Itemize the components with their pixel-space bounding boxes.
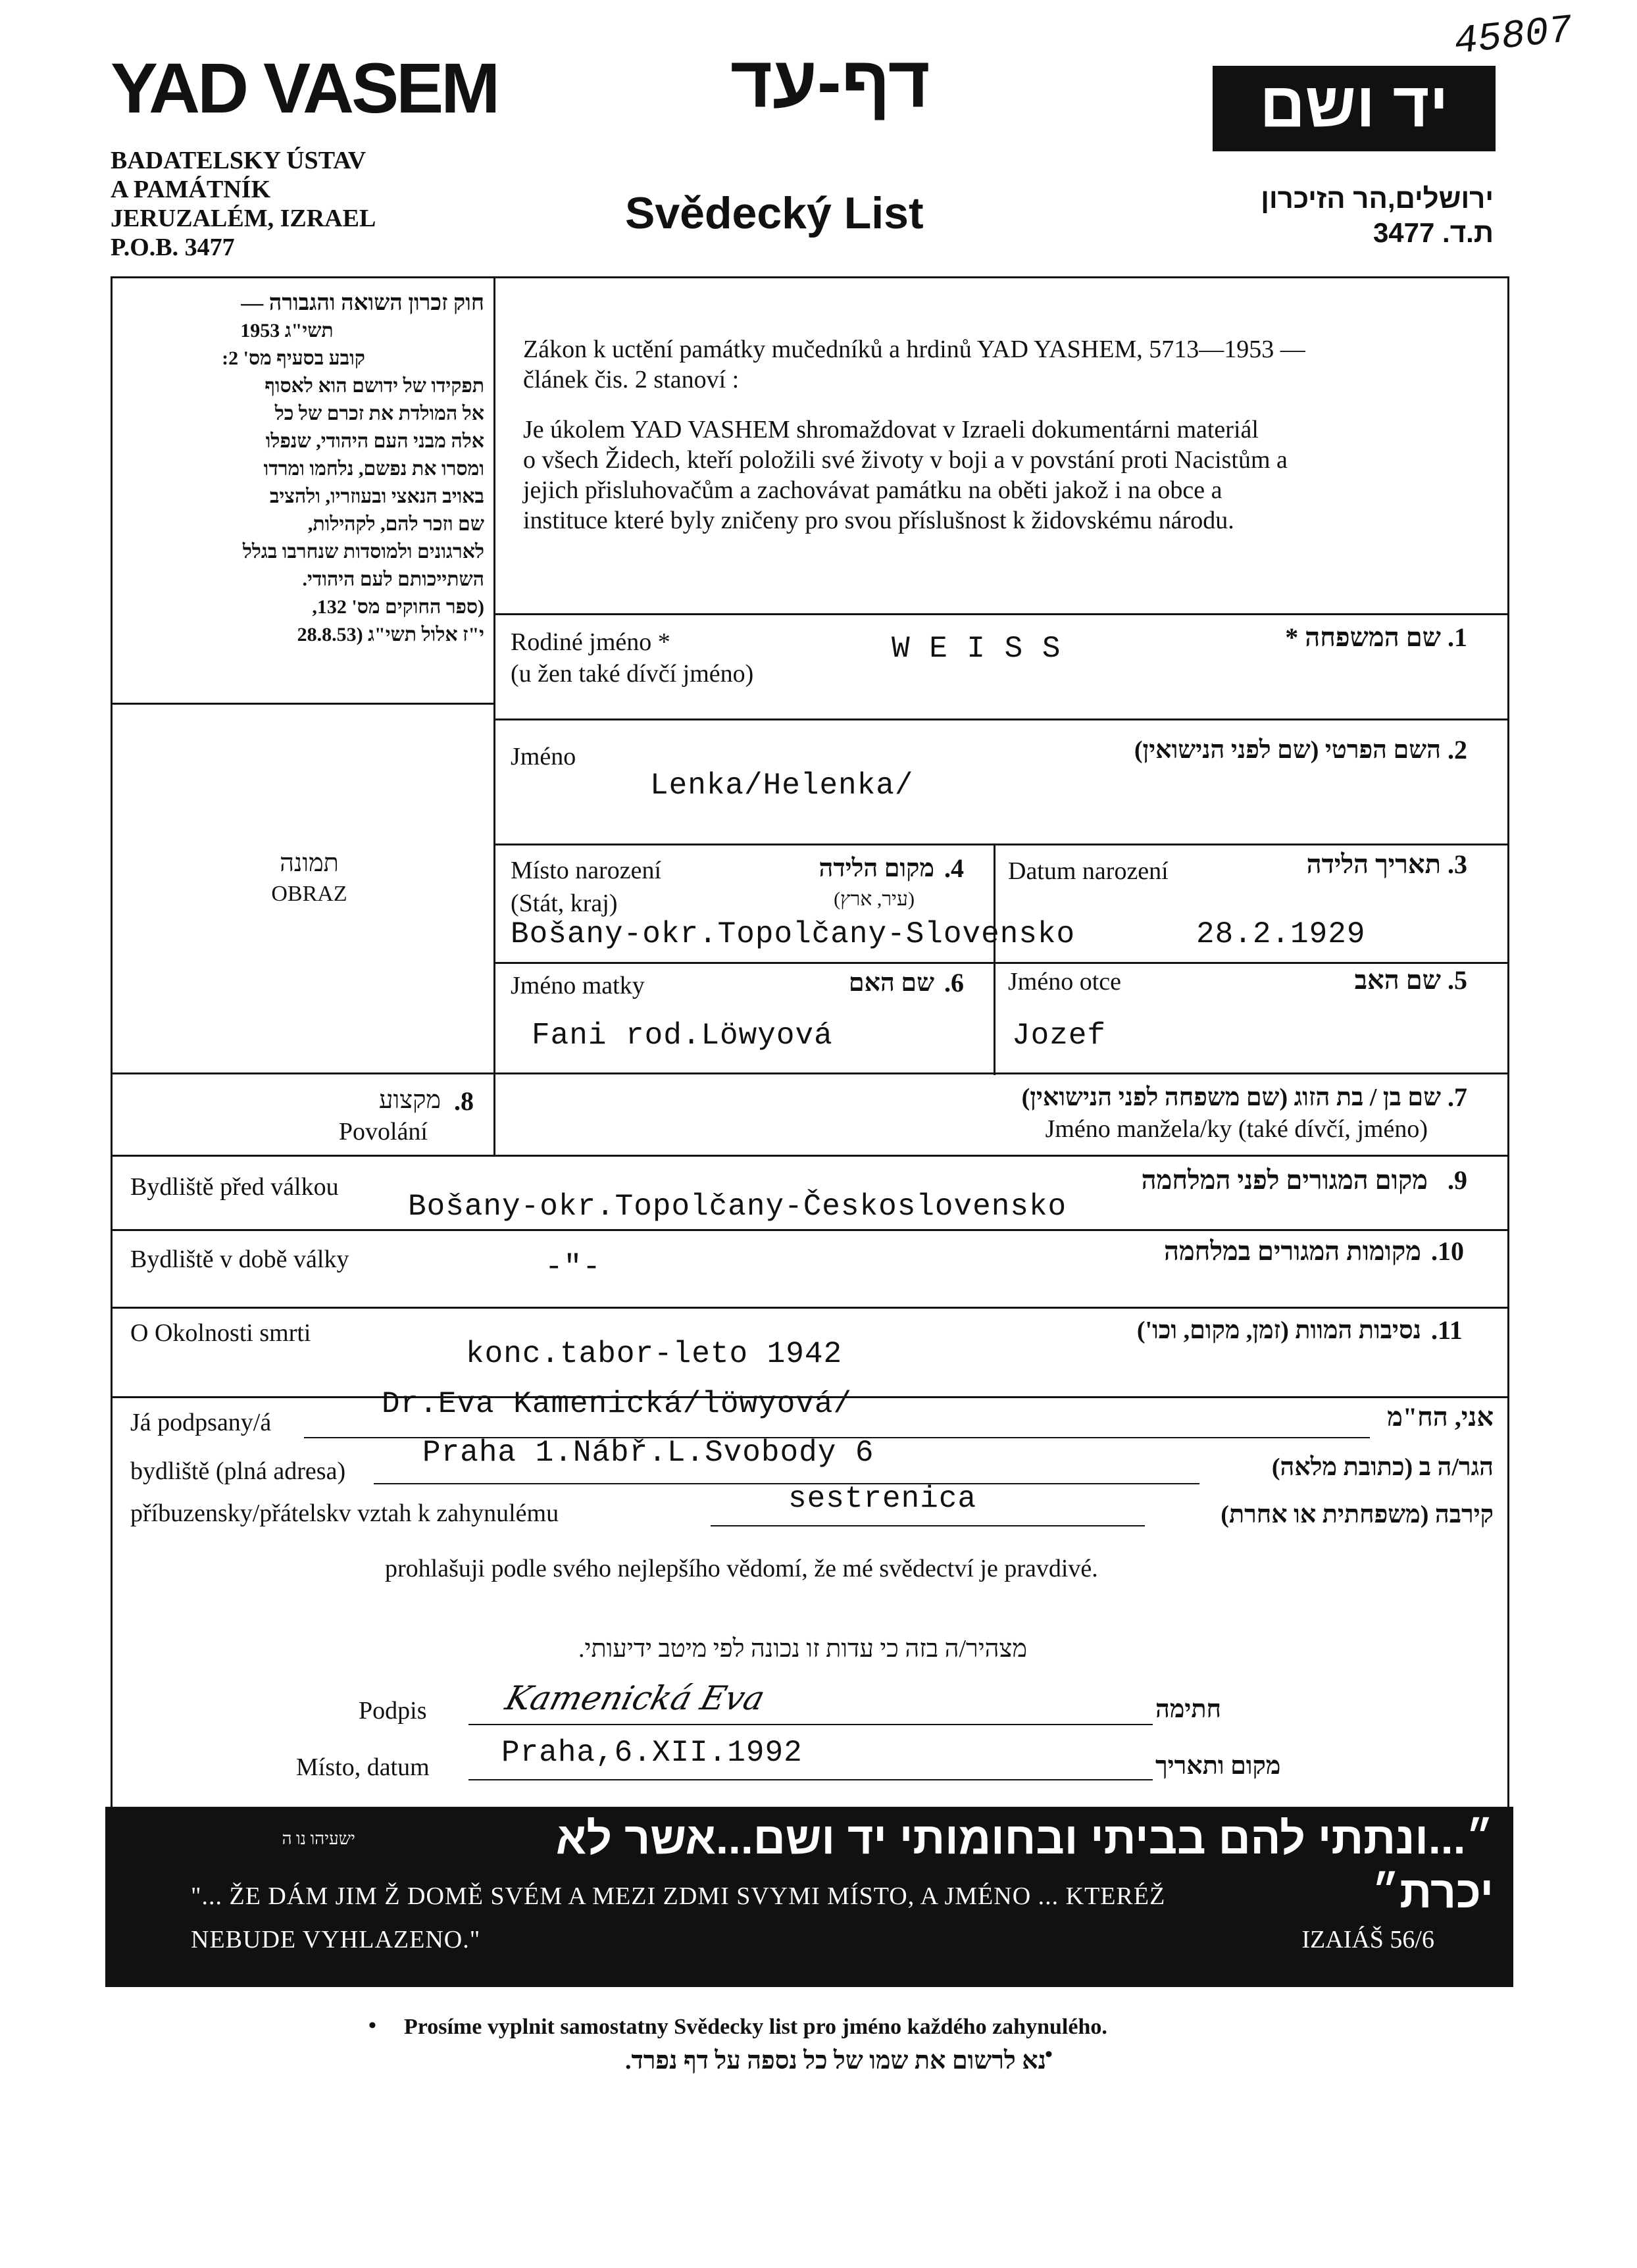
field-7-label-he: שם בן / בת הזוג (שם משפחה לפני הנישואין) — [1021, 1084, 1441, 1111]
law-hebrew — [129, 290, 484, 649]
law-czech-intro: článek čis. 2 stanoví : — [523, 366, 740, 393]
field-9-label-cz: Bydliště před válkou — [130, 1173, 339, 1201]
field-9-value[interactable]: Bošany-okr.Topolčany-Československo — [408, 1190, 1067, 1224]
org-address-line: P.O.B. 3477 — [111, 234, 235, 261]
field-1-value[interactable]: W E I S S — [892, 632, 1061, 666]
law-hebrew-body: באויב הנאצי ובעוזריו, ולהציב — [269, 486, 484, 507]
witness-addr-label-he: הגר/ה ב (כתובת מלאה) — [1271, 1453, 1494, 1481]
footer-hebrew: נא לרשום את שמו של כל נספה על דף נפרד. — [624, 2047, 1046, 2075]
date-label: Místo, datum — [296, 1753, 430, 1781]
field-8-label-cz: Povolání — [338, 1118, 428, 1146]
field-4-value[interactable]: Bošany-okr.Topolčany-Slovensko — [511, 917, 1076, 951]
field-6-num: .6 — [944, 968, 964, 997]
photo-label-hebrew: תמונה — [280, 849, 339, 877]
field-6-value[interactable]: Fani rod.Löwyová — [532, 1019, 833, 1053]
footer-bullet-1: • — [368, 2013, 376, 2038]
law-hebrew-body: אל המולדת את זכרם של כל — [274, 403, 484, 424]
law-czech-body: Je úkolem YAD VASHEM shromaždovat v Izraeli dokumentárni materiál — [523, 416, 1259, 443]
field-7-label-cz: Jméno manžela/ky (také dívčí, jméno) — [1045, 1115, 1428, 1143]
org-address-line: BADATELSKY ÚSTAV — [111, 147, 366, 174]
field-4-label-cz: Místo narození — [511, 857, 662, 884]
witness-name-value[interactable]: Dr.Eva Kamenická/löwyová/ — [382, 1387, 853, 1421]
field-11-label-he: נסיבות המוות (זמן, מקום, וכו') — [1136, 1317, 1421, 1344]
org-address — [111, 146, 376, 262]
witness-rel-label: příbuzensky/přátelskv vztah k zahynulému — [130, 1499, 559, 1527]
photo-label-czech: OBRAZ — [271, 882, 347, 906]
logo-text: יד ושם — [1259, 70, 1449, 140]
declaration-czech: prohlašuji podle svého nejlepšího vědomí, že mé svědectví je pravdivé. — [385, 1555, 1098, 1582]
law-hebrew-body: אלה מבני העם היהודי, שנפלו — [265, 430, 484, 452]
law-hebrew-year: תשי"ג 1953 — [240, 320, 334, 341]
banner-czech-2: NEBUDE VYHLAZENO." — [191, 1926, 481, 1953]
law-hebrew-body: ומסרו את נפשם, נלחמו ומרדו — [263, 458, 484, 480]
law-hebrew-clause: קובע בסעיף מס' 2: — [222, 347, 365, 369]
field-6-label-he: שם האם — [848, 969, 934, 997]
witness-name-label-he: אני, הח"מ — [1387, 1402, 1494, 1432]
signature-label: Podpis — [359, 1697, 427, 1725]
field-8-num: .8 — [454, 1086, 474, 1116]
law-hebrew-source: (ספר החוקים מס' 132, — [312, 596, 484, 618]
banner-hebrew: ״...ונתתי להם בביתי ובחומותי יד ושם...אשר לא יכרת״ — [555, 1813, 1494, 1917]
hebrew-address-1: ירושלים,הר הזיכרון — [1261, 183, 1494, 214]
field-4-label-he2: (עיר, ארץ) — [834, 888, 915, 910]
field-10-label-cz: Bydliště v době války — [130, 1246, 349, 1273]
field-2-value[interactable]: Lenka/Helenka/ — [650, 769, 914, 803]
yad-vashem-logo — [1213, 66, 1496, 151]
field-4-label — [511, 854, 661, 920]
law-czech-body: jejich přisluhovačům a zachovávat památku na oběti jakož i na obce a — [523, 476, 1222, 504]
field-4-label-cz2: (Stát, kraj) — [511, 890, 618, 917]
law-hebrew-body: שם וזכר להם, לקהילות, — [307, 513, 484, 535]
banner-ref: IZAIÁŠ 56/6 — [1301, 1926, 1434, 1953]
field-3-label-he: תאריך הלידה — [1306, 849, 1441, 879]
law-czech-body: instituce které byly zničeny pro svou příslušnost k židovskému národu. — [523, 507, 1234, 534]
law-hebrew-source: י"ז אלול תשי"ג (28.8.53 — [297, 624, 484, 645]
law-hebrew-body: השתייכותם לעם היהודי. — [302, 568, 484, 590]
field-5-value[interactable]: Jozef — [1012, 1019, 1107, 1053]
field-11-num: .11 — [1431, 1315, 1463, 1345]
date-label-he: מקום ותאריך — [1155, 1752, 1281, 1780]
field-3-value[interactable]: 28.2.1929 — [1196, 917, 1366, 951]
field-1-num: .1 — [1448, 622, 1467, 652]
witness-name-label: Já podpsany/á — [130, 1409, 272, 1436]
witness-rel-value[interactable]: sestrenica — [788, 1482, 977, 1516]
field-10-label-he: מקומות המגורים במלחמה — [1163, 1236, 1421, 1266]
org-address-line: JERUZALÉM, IZRAEL — [111, 205, 376, 232]
form-title: Svědecký List — [625, 188, 924, 238]
field-5-label-cz: Jméno otce — [1008, 968, 1122, 995]
banner-hebrew-ref: ישעיהו נו ה — [282, 1829, 355, 1848]
field-11-label-cz: O Okolnosti smrti — [130, 1319, 311, 1347]
field-7-num: .7 — [1448, 1082, 1467, 1112]
field-3-label-cz: Datum narození — [1008, 857, 1169, 885]
footer-czech: Prosíme vyplnit samostatny Svědecky list pro jméno každého zahynulého. — [404, 2015, 1107, 2039]
field-1-label-cz: Rodiné jméno * — [511, 628, 670, 656]
org-address-line: A PAMÁTNÍK — [111, 176, 271, 203]
declaration-hebrew: מצהיר/ה בזה כי עדות זו נכונה לפי מיטב ידיעותי. — [578, 1635, 1027, 1663]
witness-addr-value[interactable]: Praha 1.Nábř.L.Svobody 6 — [422, 1436, 874, 1470]
law-czech — [523, 334, 1484, 536]
law-hebrew-body: תפקידו של ידושם הוא לאסוף — [264, 375, 484, 397]
field-10-value[interactable]: -"- — [545, 1250, 601, 1284]
law-hebrew-body: לארגונים ולמוסדות שנחרבו בגלל — [242, 541, 484, 563]
field-4-num: .4 — [944, 853, 964, 883]
field-2-label-cz: Jméno — [511, 743, 576, 770]
banner-czech-1: "... ŽE DÁM JIM Ž DOMĚ SVÉM A MEZI ZDMI SVYMI MÍSTO, A JMÉNO ... KTERÉŽ — [191, 1882, 1166, 1910]
law-czech-intro: Zákon k uctění památky mučedníků a hrdinů YAD YASHEM, 5713—1953 — — [523, 336, 1305, 363]
law-hebrew-title: חוק זכרון השואה והגבורה — — [241, 291, 484, 315]
signature-label-he: חתימה — [1155, 1696, 1222, 1723]
field-2-label-he: השם הפרטי (שם לפני הנישואין) — [1134, 736, 1441, 764]
witness-addr-label: bydliště (plná adresa) — [130, 1457, 346, 1485]
field-1-label-cz2: (u žen také dívčí jméno) — [511, 660, 754, 688]
signature[interactable]: Kamenická Eva — [501, 1679, 769, 1717]
footer-bullet-2: • — [1045, 2042, 1053, 2067]
field-2-num: .2 — [1448, 735, 1467, 765]
witness-rel-label-he: קירבה (משפחתית או אחרת) — [1221, 1501, 1494, 1528]
field-5-num: .5 — [1448, 965, 1467, 995]
field-6-label-cz: Jméno matky — [511, 972, 645, 999]
field-5-label-he: שם האב — [1354, 965, 1441, 995]
field-1-label-he: שם המשפחה * — [1285, 622, 1441, 652]
field-11-value[interactable]: konc.tabor-leto 1942 — [466, 1337, 843, 1371]
field-10-num: .10 — [1431, 1236, 1464, 1266]
date-value[interactable]: Praha,6.XII.1992 — [501, 1736, 803, 1770]
hebrew-address-2: ת.ד. 3477 — [1373, 217, 1494, 248]
quote-banner — [105, 1807, 1513, 1987]
field-9-num: .9 — [1448, 1165, 1467, 1195]
hebrew-title: דף-עד — [730, 41, 930, 122]
handwritten-number: 45807 — [1451, 8, 1575, 66]
field-8-label-he: מקצוע — [379, 1086, 441, 1114]
law-czech-body: o všech Židech, kteří položili své životy v boji a v povstání proti Nacistům a — [523, 446, 1288, 474]
field-1-label — [511, 626, 753, 690]
field-9-label-he: מקום המגורים לפני המלחמה — [1141, 1165, 1428, 1195]
field-3-num: .3 — [1448, 849, 1467, 879]
field-4-label-he: מקום הלידה — [818, 855, 934, 882]
org-name: YAD VASEM — [111, 48, 498, 128]
